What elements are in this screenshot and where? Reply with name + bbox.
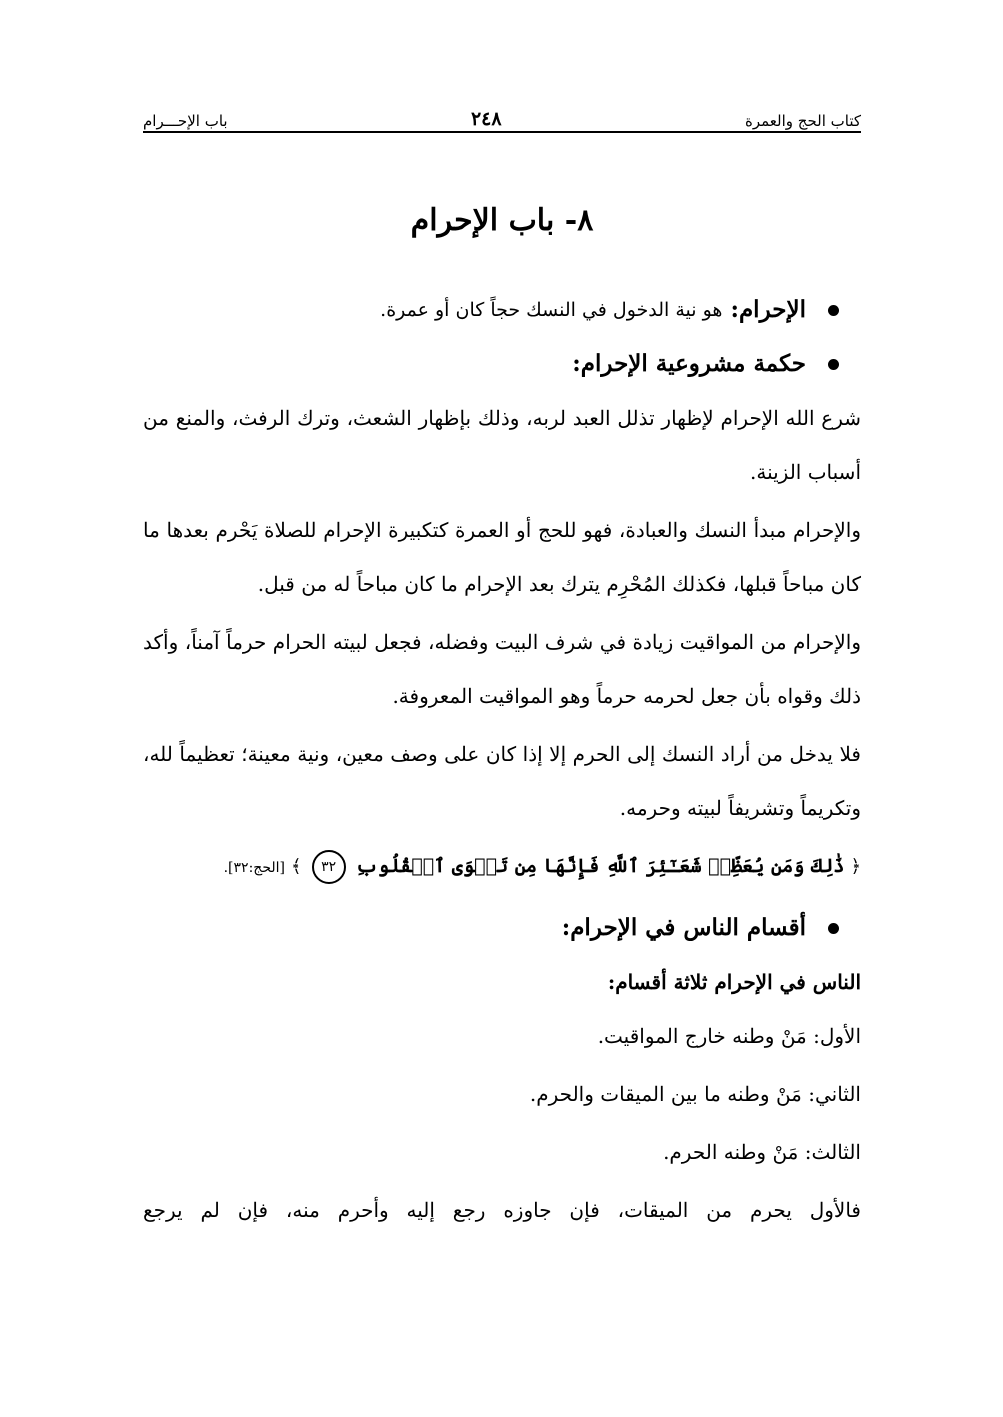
definition-text: هو نية الدخول في النسك حجاً كان أو عمرة.	[380, 299, 723, 321]
chapter-title: ٨- باب الإحرام	[410, 203, 594, 238]
paragraph: فلا يدخل من أراد النسك إلى الحرم إلا إذا كان على وصف معين، ونية معينة؛ تعظيماً لله، وتكريماً وتشريفاً لبيته وحرمه.	[143, 742, 861, 820]
bullet-icon	[828, 305, 839, 316]
quran-close-mark: ﴾	[291, 856, 302, 877]
paragraph: والإحرام مبدأ النسك والعبادة، فهو للحج أو العمرة كتكبيرة الإحرام للصلاة يَحْرم بعدها ما كان مباحاً قبلها، فكذلك المُحْرِم يترك بعد الإحرام ما كان مباحاً له من قبل.	[143, 518, 861, 596]
wisdom-bullet	[143, 337, 861, 391]
paragraph: شرع الله الإحرام لإظهار تذلل العبد لربه، وذلك بإظهار الشعث، وترك الرفث، والمنع من أسباب الزينة.	[143, 406, 861, 484]
ayah-number: ٣٢	[312, 850, 346, 884]
quran-open-mark: ﴿	[850, 856, 861, 877]
category-item: الثالث: مَنْ وطنه الحرم.	[663, 1140, 861, 1164]
bullet-icon	[828, 359, 839, 370]
category-item: الأول: مَنْ وطنه خارج المواقيت.	[597, 1024, 861, 1048]
chapter-short-title: باب الإحـــرام	[143, 112, 228, 130]
bullet-icon	[828, 923, 839, 934]
running-header	[143, 96, 861, 130]
page-number: ٢٤٨	[470, 108, 502, 130]
quran-reference: [الحج:٣٢].	[223, 860, 285, 876]
book-title: كتاب الحج والعمرة	[744, 112, 861, 130]
categories-heading: أقسام الناس في الإحرام:	[561, 914, 806, 941]
categories-bullet	[143, 901, 861, 955]
categories-subheading: الناس في الإحرام ثلاثة أقسام:	[607, 970, 861, 994]
category-item: الثاني: مَنْ وطنه ما بين الميقات والحرم.	[529, 1082, 861, 1106]
closing-paragraph: فالأول يحرم من الميقات، فإن جاوزه رجع إليه وأحرم منه، فإن لم يرجع	[143, 1198, 861, 1222]
header-divider	[143, 131, 861, 133]
quran-verse	[143, 839, 861, 895]
page-body	[143, 283, 861, 1241]
definition-term: الإحرام:	[730, 296, 806, 323]
definition-bullet	[143, 283, 861, 337]
quran-text: ذَٰلِكَ وَمَن يُعَظِّمۡ شَعَـٰٓئِرَ ٱللَّهِ فَإِنَّهَا مِن تَقۡوَى ٱلۡقُلُوبِ	[355, 855, 845, 877]
wisdom-heading: حكمة مشروعية الإحرام:	[572, 350, 806, 377]
paragraph: والإحرام من المواقيت زيادة في شرف البيت وفضله، فجعل لبيته الحرام حرماً آمناً، وأكد ذلك وقواه بأن جعل لحرمه حرماً وهو المواقيت المعروفة.	[143, 630, 861, 708]
